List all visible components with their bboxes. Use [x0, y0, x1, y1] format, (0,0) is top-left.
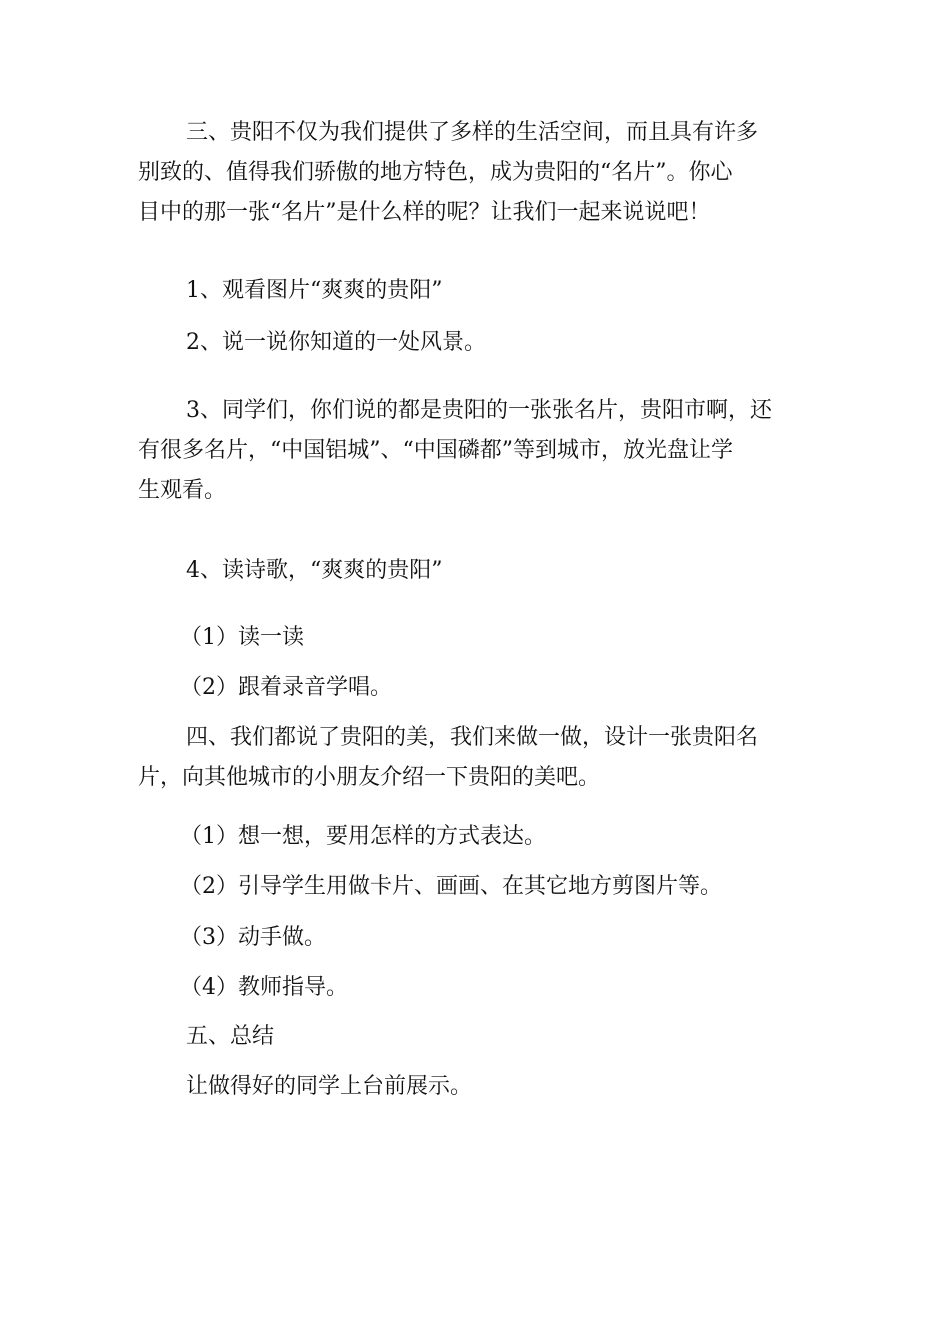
section-3-paragraph: [138, 113, 818, 233]
item-4-sub-2-paragraph: [180, 668, 860, 708]
item-1-paragraph: [138, 271, 818, 311]
section-5-title: 五、总结: [186, 1024, 275, 1049]
section-4-sub-2-paragraph: [180, 867, 860, 907]
section-5-title-paragraph: [138, 1017, 818, 1057]
section-4-sub-4-text: （4）教师指导。: [180, 975, 348, 1000]
item-3-line-1: 3、同学们，你们说的都是贵阳的一张张名片，贵阳市啊，还: [186, 398, 772, 423]
section-4-line-1: 四、我们都说了贵阳的美，我们来做一做，设计一张贵阳名: [186, 725, 759, 750]
section-5-text: 让做得好的同学上台前展示。: [186, 1074, 473, 1099]
item-4-sub-1-text: （1）读一读: [180, 625, 304, 650]
item-4-sub-1-paragraph: [180, 618, 860, 658]
item-4-text: 4、读诗歌，“爽爽的贵阳”: [186, 558, 443, 583]
item-4-sub-2-text: （2）跟着录音学唱。: [180, 675, 392, 700]
section-4-line-2: 片，向其他城市的小朋友介绍一下贵阳的美吧。: [138, 765, 601, 790]
item-2-paragraph: [138, 323, 818, 363]
section-4-sub-1-text: （1）想一想，要用怎样的方式表达。: [180, 824, 546, 849]
section-4-sub-3-paragraph: [180, 918, 860, 958]
section-3-line-3: 目中的那一张“名片”是什么样的呢？让我们一起来说说吧！: [138, 200, 711, 225]
item-3-paragraph: [138, 391, 828, 511]
section-4-sub-1-paragraph: [180, 817, 860, 857]
section-4-sub-2-text: （2）引导学生用做卡片、画画、在其它地方剪图片等。: [180, 874, 722, 899]
section-4-sub-3-text: （3）动手做。: [180, 925, 326, 950]
section-5-text-paragraph: [138, 1067, 818, 1107]
item-1-text: 1、观看图片“爽爽的贵阳”: [186, 278, 443, 303]
item-4-paragraph: [138, 551, 818, 591]
section-4-sub-4-paragraph: [180, 968, 860, 1008]
item-3-line-3: 生观看。: [138, 478, 227, 503]
section-3-line-1: 三、贵阳不仅为我们提供了多样的生活空间，而且具有许多: [186, 120, 759, 145]
section-3-line-2: 别致的、值得我们骄傲的地方特色，成为贵阳的“名片”。你心: [138, 160, 733, 185]
item-2-text: 2、说一说你知道的一处风景。: [186, 330, 486, 355]
item-3-line-2: 有很多名片，“中国铝城”、“中国磷都”等到城市，放光盘让学: [138, 438, 733, 463]
section-4-paragraph: [138, 718, 818, 798]
